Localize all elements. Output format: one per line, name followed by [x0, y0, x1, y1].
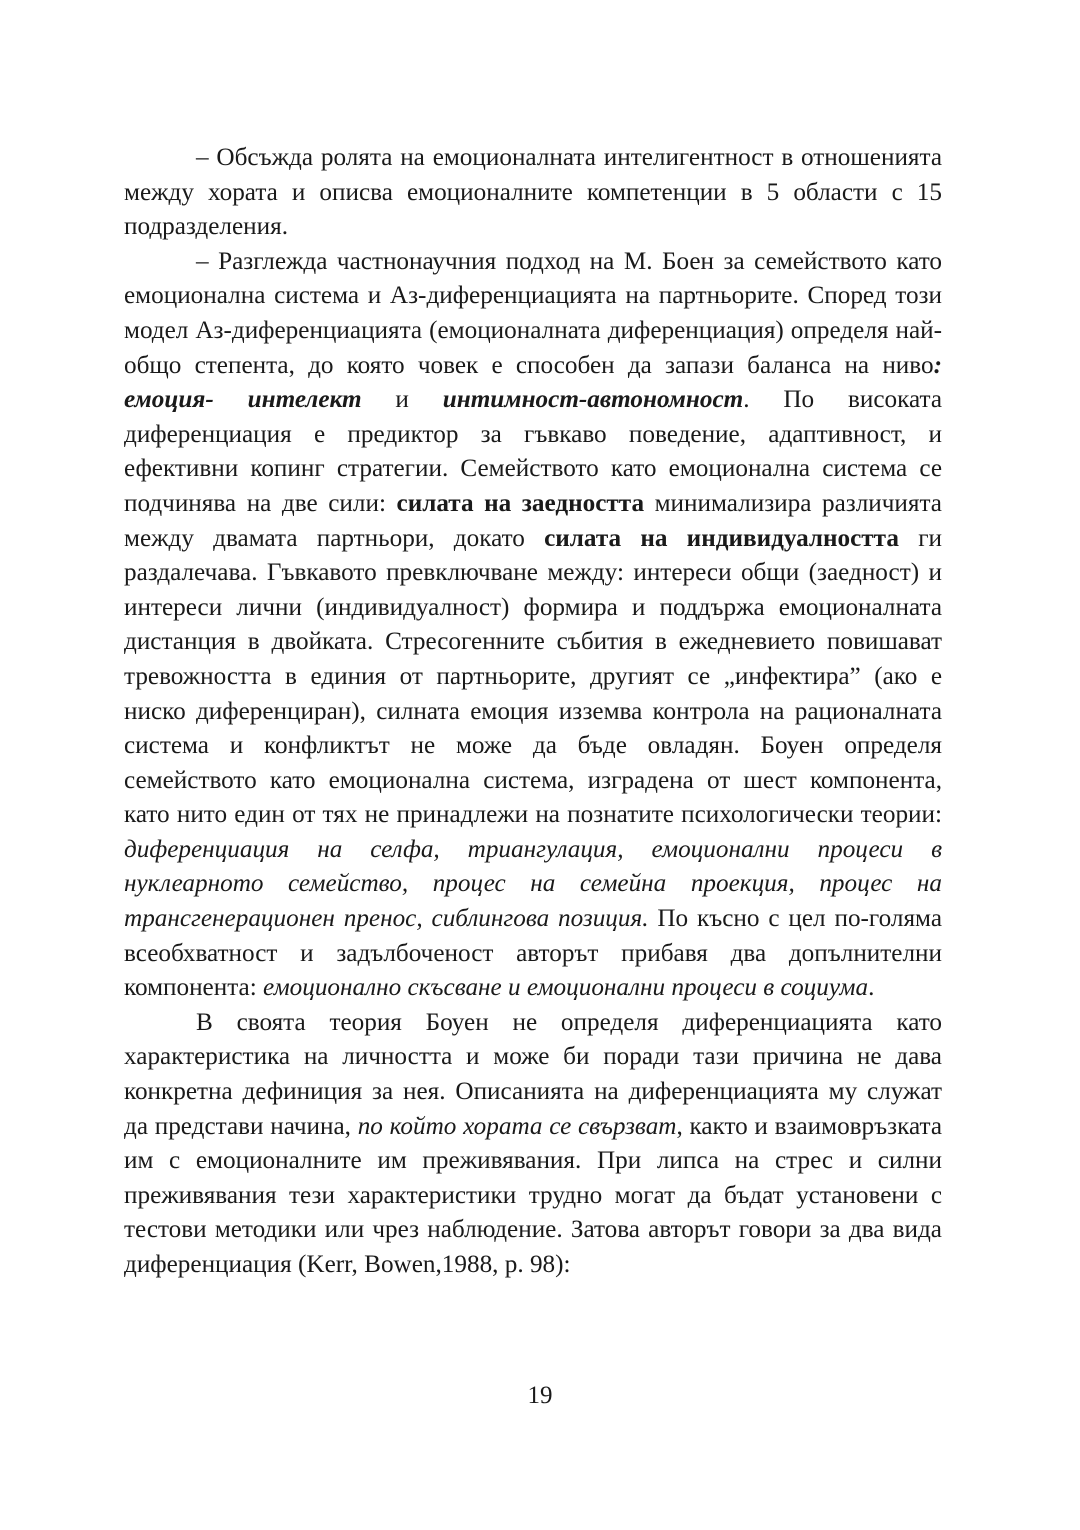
emphasis-additional-components: емоционално скъсване и емоционални процеси в социума — [263, 974, 869, 1002]
paragraph-text: В своята теория Боуен не определя диференциацията като характеристика на личността и може би поради тази причина не дава конкретна дефиниция за нея. Описанията на диференциацията му служат да представи начина, — [124, 1008, 942, 1140]
paragraph-text: – Обсъжда ролята на емоционалната интелигентност в отношенията между хората и описва емоционалните компетенции в 5 области с 15 подразделения. — [124, 144, 942, 241]
paragraph-differentiation-theory — [124, 1006, 942, 1283]
paragraph-text: и — [361, 386, 443, 414]
emphasis-how-people-connect: по който хората се свързват — [357, 1112, 677, 1140]
page-number: 19 — [527, 1382, 553, 1409]
emphasis-emotion-intellect: : емоция- интелект — [124, 351, 942, 414]
emphasis-individuality-force: силата на индивидуалността — [544, 524, 899, 552]
paragraph-emotional-intelligence — [124, 141, 942, 245]
paragraph-bowen-approach — [124, 245, 942, 1006]
emphasis-intimacy-autonomy: интимност-автономност — [442, 386, 744, 414]
emphasis-togetherness-force: силата на заедността — [396, 489, 645, 517]
paragraph-text: По късно с цел по-голяма всеобхватност и задълбоченост авторът прибавя два допълнителни компонента: — [124, 905, 942, 1002]
paragraph-text: , както и взаимовръзката им с емоционалните им преживявания. При липса на стрес и силни преживявания тези характеристики трудно могат да бъдат установени с тестови методики или чрез наблюдение. Затова авторът говори за два вида диференциация (Kerr, Bowen,1988, p. 98): — [124, 1112, 942, 1278]
paragraph-text: ги раздалечава. Гъвкавото превключване между: интереси общи (заедност) и интереси лични (индивидуалност) формира и поддържа емоционалната дистанция в двойката. Стресогенните събития в ежедневието повишават тревожността в единия от партньорите, другият се „инфектира” (ако е ниско диференциран), силната емоция изземва контрола на рационалната система и конфликтът не може да бъде овладян. Боуен определя семейството като емоционална система, изградена от шест компонента, като нито един от тях не принадлежи на познатите психологически теории: — [124, 524, 943, 829]
paragraph-text: минимализира различията между двамата партньори, докато — [124, 489, 942, 552]
paragraph-text: – Разглежда частнонаучния подход на М. Боен за семейството като емоционална система и Аз-диференциацията на партньорите. Според този модел Аз-диференциацията (емоционалната диференциация) определя най-общо степента, до която човек е способен да запази баланса на ниво — [124, 247, 942, 379]
body-text — [124, 141, 942, 1283]
emphasis-six-components: диференциация на селфа, триангулация, емоционални процеси в нуклеарното семейство, процес на семейна проекция, процес на трансгенерационен пренос, сиблингова позиция. — [124, 835, 942, 933]
paragraph-text: . По високата диференциация е предиктор за гъвкаво поведение, адаптивност, и ефективни копинг стратегии. Семейството като емоционална система се подчинява на две сили: — [124, 386, 943, 517]
paragraph-text: . — [868, 974, 875, 1002]
